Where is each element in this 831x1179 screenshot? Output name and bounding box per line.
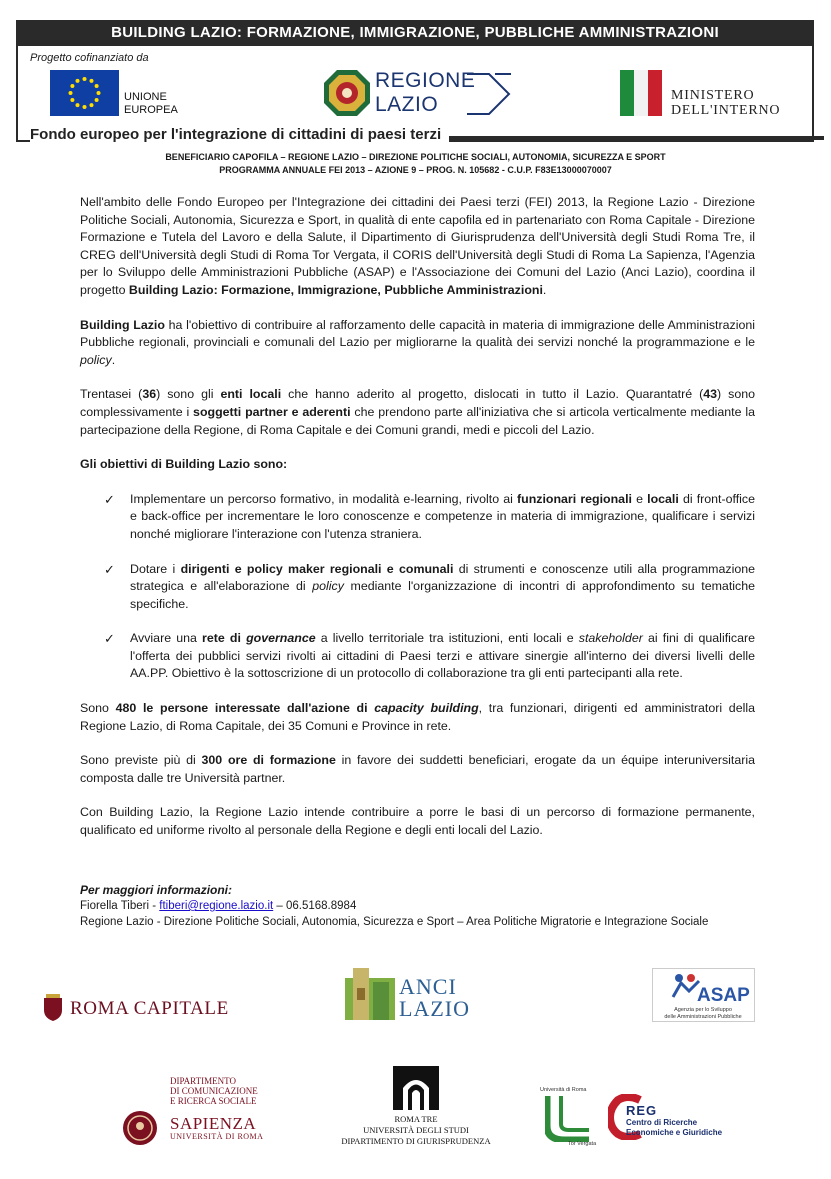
sapienza-label: SAPIENZA UNIVERSITÀ DI ROMA <box>170 1114 264 1141</box>
eu-flag-icon <box>50 70 119 116</box>
eu-label: UNIONE EUROPEA <box>124 91 178 116</box>
creg-label: REG Centro di Ricerche Economiche e Giuridiche <box>626 1103 723 1137</box>
paragraph-intro: Nell'ambito delle Fondo Europeo per l'Integrazione dei cittadini dei Paesi terzi (FEI) 2013, la Regione Lazio - Direzione Politiche Sociali, Autonomia, Sicurezza e Sport, in qualità di ente capofila ed in partenariato con Roma Capitale - Direzione Formazione e Tutela del Lavoro e della Salute, il Dipartimento di Giurisprudenza dell'Università degli Studi Roma Tre, il CREG dell'Università degli Studi di Roma Tor Vergata, il CORIS dell'Università degli Studi di Roma La Sapienza, l'Agenzia per lo Sviluppo delle Amministrazioni Pubbliche (ASAP) e l'Associazione dei Comuni del Lazio (Anci Lazio), coordina il progetto Building Lazio: Formazione, Immigrazione, Pubbliche Amministrazioni. <box>80 195 755 297</box>
paragraph-goal: Building Lazio ha l'obiettivo di contribuire al rafforzamento delle capacità in materia di immigrazione delle Amministrazioni Pubbliche regionali, provinciali e comunali del Lazio per migliorarne la qualità dei servizi nonché la programmazione e le policy. <box>80 317 755 367</box>
list-item: ✓ Avviare una rete di governance a livello territoriale tra istituzioni, enti locali e stakeholder ai fini di qualificare l'offerta dei pubblici servizi rivolti ai cittadini di Paesi terzi e attivare sinergie all'interno dei diversi livelli delle AA.PP. Obiettivo è la sottoscrizione di un protocollo di collaborazione tra gli enti partecipanti alla rete. <box>104 631 755 681</box>
roma-tre-label: ROMA TRE UNIVERSITÀ DEGLI STUDI DIPARTIMENTO DI GIURISPRUDENZA <box>341 1114 491 1146</box>
regione-lazio-swoosh-icon <box>465 70 513 118</box>
anci-lazio-emblem-icon <box>345 968 395 1020</box>
checkmark-icon: ✓ <box>104 491 115 507</box>
regione-lazio-emblem-icon <box>322 68 372 123</box>
paragraph-beneficiaries: Sono 480 le persone interessate dall'azione di capacity building, tra funzionari, dirigenti ed amministratori della Regione Lazio, di Roma Capitale, dei 35 Comuni e Province in rete. <box>80 701 755 733</box>
contact-office: Regione Lazio - Direzione Politiche Sociali, Autonomia, Sicurezza e Sport – Area Politiche Migratorie e Integrazione Sociale <box>80 916 709 928</box>
programme-line: PROGRAMMA ANNUALE FEI 2013 – AZIONE 9 – PROG. N. 105682 - C.U.P. F83E13000070007 <box>219 165 612 175</box>
ministero-label: MINISTERO DELL'INTERNO <box>671 88 781 118</box>
paragraph-closing: Con Building Lazio, la Regione Lazio intende contribuire a porre le basi di un percorso di formazione permanente, qualificato ed uniforme rivolto al personale della Regione e degli enti locali del Lazio. <box>80 805 755 838</box>
checkmark-icon: ✓ <box>104 631 115 647</box>
list-item: ✓ Implementare un percorso formativo, in modalità e-learning, rivolto ai funzionari regionali e locali di front-office e back-office per incrementare le loro conoscenze e competenze in materia di immigrazione, qualificare i servizi nonché migliorare l'interazione con l'utenza straniera. <box>104 491 756 541</box>
beneficiary-line: BENEFICIARIO CAPOFILA – REGIONE LAZIO – DIREZIONE POLITICHE SOCIALI, AUTONOMIA, SICUREZZA E SPORT <box>165 152 666 162</box>
roma-capitale-crest-icon <box>42 994 64 1022</box>
paragraph-participants: Trentasei (36) sono gli enti locali che hanno aderito al progetto, dislocati in tutto il Lazio. Quarantatré (43) sono complessivamente i soggetti partner e aderenti che prendono parte all'iniziativa che si articola verticalmente mediante la partecipazione della Regione, di Roma Capitale e dei Comuni grandi, medi e piccoli del Lazio. <box>80 387 755 437</box>
sapienza-seal-icon <box>122 1110 158 1146</box>
checkmark-icon: ✓ <box>104 561 115 577</box>
objectives-heading: Gli obiettivi di Building Lazio sono: <box>80 457 288 472</box>
contact-heading: Per maggiori informazioni: <box>80 883 233 897</box>
contact-person: Fiorella Tiberi - ftiberi@regione.lazio.it – 06.5168.8984 <box>80 900 357 912</box>
fund-title: Fondo europeo per l'integrazione di cittadini di paesi terzi <box>30 126 449 143</box>
header-banner: BUILDING LAZIO: FORMAZIONE, IMMIGRAZIONE, PUBBLICHE AMMINISTRAZIONI <box>16 20 814 46</box>
tor-vergata-emblem-icon <box>545 1096 591 1142</box>
list-item: ✓ Dotare i dirigenti e policy maker regionali e comunali di strumenti e conoscenze utili alla programmazione strategica e all'elaborazione di policy mediante l'organizzazione di incontri di approfondimento su tematiche specifiche. <box>104 561 756 611</box>
cofinanced-label: Progetto cofinanziato da <box>30 52 149 64</box>
regione-lazio-label: REGIONE LAZIO <box>375 69 476 116</box>
contact-email-link[interactable]: ftiberi@regione.lazio.it <box>159 900 274 912</box>
paragraph-training-hours: Sono previste più di 300 ore di formazione in favore dei suddetti beneficiari, erogate da un équipe interuniversitaria composta dalle tre Università partner. <box>80 753 756 785</box>
italy-flag-icon <box>620 70 662 121</box>
roma-capitale-label: ROMA CAPITALE <box>70 998 229 1019</box>
objectives-list <box>80 491 755 683</box>
asap-logo: ASAP Agenzia per lo Sviluppo delle Amministrazioni Pubbliche <box>652 968 755 1022</box>
document-body <box>80 194 755 857</box>
tor-vergata-bottom-label: Tor Vergata <box>568 1141 597 1147</box>
anci-lazio-label: ANCI LAZIO <box>399 974 470 1021</box>
roma-tre-emblem-icon <box>393 1066 439 1110</box>
tor-vergata-top-label: Università di Roma <box>540 1087 587 1093</box>
contact-block <box>80 882 708 930</box>
coris-label: DIPARTIMENTO DI COMUNICAZIONE E RICERCA SOCIALE <box>170 1076 258 1106</box>
